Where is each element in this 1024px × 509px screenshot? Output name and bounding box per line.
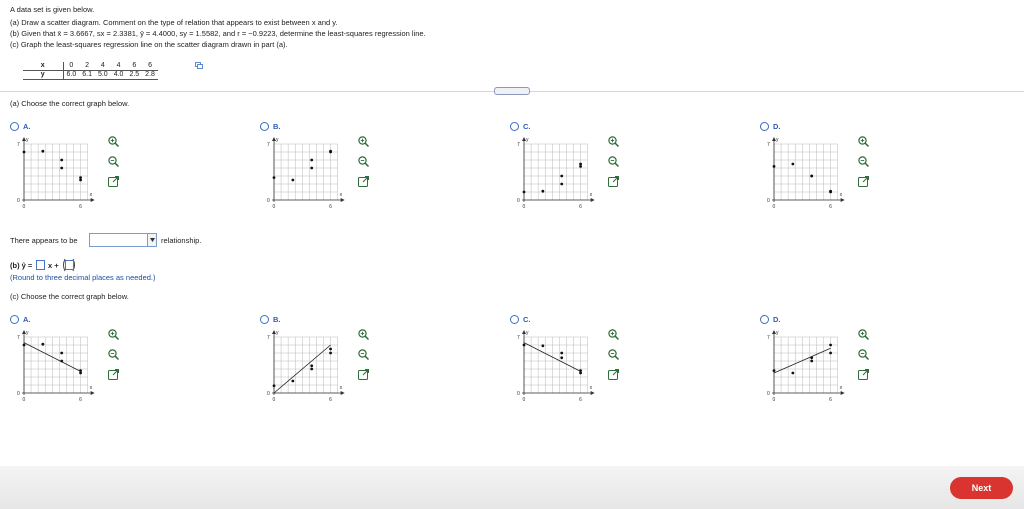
data-point — [810, 360, 813, 363]
data-point — [560, 356, 563, 359]
y-axis-label: y — [776, 137, 779, 143]
data-point — [829, 344, 832, 347]
y-max-tick-label: 7 — [267, 142, 270, 148]
data-point — [579, 369, 582, 372]
x-origin-tick-label: 0 — [272, 204, 276, 210]
x-axis-label: x — [339, 385, 343, 391]
y-max-tick-label: 7 — [517, 142, 520, 148]
data-point — [273, 384, 276, 387]
data-point — [291, 380, 294, 383]
x-origin-tick-label: 0 — [22, 397, 26, 403]
x-axis-arrow — [91, 198, 95, 202]
data-point — [773, 369, 776, 372]
origin-tick-label: 0 — [267, 391, 270, 397]
q2-option-label[interactable]: A. — [23, 315, 31, 324]
zoom-in-icon[interactable] — [357, 328, 370, 341]
y-axis-label: y — [526, 137, 529, 143]
next-button[interactable]: Next — [950, 477, 1013, 499]
zoom-out-icon[interactable] — [607, 155, 620, 168]
x-cell: 6 — [142, 62, 158, 71]
x-axis-label: x — [339, 192, 343, 198]
part-b-text: (b) Given that x̄ = 3.6667, sx = 2.3381, ȳ = 4.4000, sy = 1.5582, and r = −0.9223, determine the least-squares regression line. — [10, 29, 426, 38]
open-graph-icon[interactable] — [857, 175, 870, 188]
x-axis-arrow — [591, 198, 595, 202]
q2-option-radio[interactable] — [760, 315, 769, 324]
y-axis-label: y — [26, 330, 29, 336]
q1-option-radio[interactable] — [260, 122, 269, 131]
q1-scatter-graph[interactable] — [256, 134, 352, 216]
data-point — [79, 372, 82, 375]
x-origin-tick-label: 0 — [272, 397, 276, 403]
open-graph-icon[interactable] — [357, 368, 370, 381]
x-axis-label: x — [89, 385, 93, 391]
data-point — [523, 344, 526, 347]
relation-select[interactable] — [89, 233, 157, 247]
data-point — [791, 163, 794, 166]
data-point — [579, 372, 582, 375]
y-axis-label: y — [276, 137, 279, 143]
y-max-tick-label: 7 — [517, 335, 520, 341]
origin-tick-label: 0 — [517, 198, 520, 204]
y-axis-label: y — [26, 137, 29, 143]
zoom-out-icon[interactable] — [857, 155, 870, 168]
data-point — [791, 372, 794, 375]
q1-option-label[interactable]: D. — [773, 122, 781, 131]
origin-tick-label: 0 — [17, 198, 20, 204]
zoom-out-icon[interactable] — [107, 155, 120, 168]
y-cell: 6.1 — [79, 71, 95, 80]
x-cell: 2 — [79, 62, 95, 71]
zoom-in-icon[interactable] — [857, 135, 870, 148]
x-axis-arrow — [841, 198, 845, 202]
y-max-tick-label: 7 — [17, 142, 20, 148]
data-point — [23, 151, 26, 154]
x-origin-tick-label: 0 — [772, 204, 776, 210]
zoom-out-icon[interactable] — [357, 348, 370, 361]
y-axis-label: y — [526, 330, 529, 336]
data-point — [560, 352, 563, 355]
q2-scatter-graph[interactable] — [256, 327, 352, 409]
q1-option-label[interactable]: B. — [273, 122, 281, 131]
data-point — [273, 176, 276, 179]
data-point — [560, 183, 563, 186]
x-axis-label: x — [839, 192, 843, 198]
q1-option-radio[interactable] — [760, 122, 769, 131]
part-c-text: (c) Graph the least-squares regression line on the scatter diagram drawn in part (a). — [10, 40, 288, 49]
intercept-input[interactable] — [65, 260, 74, 270]
x-axis-label: x — [589, 385, 593, 391]
zoom-out-icon[interactable] — [607, 348, 620, 361]
q2-prompt: (c) Choose the correct graph below. — [10, 292, 129, 301]
data-point — [310, 368, 313, 371]
data-point — [41, 150, 44, 153]
q1-scatter-graph[interactable] — [506, 134, 602, 216]
data-point — [829, 352, 832, 355]
open-graph-icon[interactable] — [607, 368, 620, 381]
q1-prompt: (a) Choose the correct graph below. — [10, 99, 130, 108]
x-header: x — [23, 62, 63, 71]
data-point — [579, 165, 582, 168]
regression-x-text: x + — [48, 261, 59, 270]
x-origin-tick-label: 0 — [772, 397, 776, 403]
open-graph-icon[interactable] — [857, 368, 870, 381]
q2-scatter-graph[interactable] — [6, 327, 102, 409]
data-point — [541, 190, 544, 193]
data-point — [41, 343, 44, 346]
data-point — [541, 344, 544, 347]
x-max-tick-label: 6 — [579, 204, 582, 210]
q1-option-radio[interactable] — [510, 122, 519, 131]
x-axis-label: x — [839, 385, 843, 391]
zoom-in-icon[interactable] — [857, 328, 870, 341]
open-graph-icon[interactable] — [107, 175, 120, 188]
x-cell: 4 — [95, 62, 111, 71]
zoom-in-icon[interactable] — [107, 328, 120, 341]
y-cell: 4.0 — [111, 71, 127, 80]
y-cell: 5.0 — [95, 71, 111, 80]
rounding-note: (Round to three decimal places as needed.) — [10, 273, 156, 282]
data-table — [23, 62, 158, 80]
part-a-text: (a) Draw a scatter diagram. Comment on the type of relation that appears to exist between x and y. — [10, 18, 338, 27]
zoom-in-icon[interactable] — [357, 135, 370, 148]
data-point — [810, 175, 813, 178]
y-cell: 2.5 — [126, 71, 142, 80]
data-point — [329, 352, 332, 355]
data-point — [523, 191, 526, 194]
q1-scatter-graph[interactable] — [6, 134, 102, 216]
data-point — [60, 167, 63, 170]
data-point — [810, 356, 813, 359]
open-graph-icon[interactable] — [357, 175, 370, 188]
data-point — [291, 179, 294, 182]
y-cell: 2.8 — [142, 71, 158, 80]
q2-option-label[interactable]: B. — [273, 315, 281, 324]
open-graph-icon[interactable] — [607, 175, 620, 188]
q2-scatter-graph[interactable] — [756, 327, 852, 409]
q2-option-label[interactable]: D. — [773, 315, 781, 324]
y-max-tick-label: 7 — [767, 142, 770, 148]
origin-tick-label: 0 — [17, 391, 20, 397]
data-point — [329, 348, 332, 351]
data-point — [79, 369, 82, 372]
origin-tick-label: 0 — [767, 391, 770, 397]
q2-scatter-graph[interactable] — [506, 327, 602, 409]
origin-tick-label: 0 — [517, 391, 520, 397]
zoom-out-icon[interactable] — [107, 348, 120, 361]
y-axis-label: y — [276, 330, 279, 336]
x-cell: 6 — [126, 62, 142, 71]
data-point — [60, 360, 63, 363]
footer-bar — [0, 466, 1024, 509]
data-point — [579, 163, 582, 166]
x-max-tick-label: 6 — [829, 204, 832, 210]
chevron-down-icon[interactable] — [147, 234, 156, 246]
data-point — [79, 179, 82, 182]
data-point — [60, 159, 63, 162]
y-axis-label: y — [776, 330, 779, 336]
origin-tick-label: 0 — [767, 198, 770, 204]
x-axis-arrow — [91, 391, 95, 395]
data-point — [23, 344, 26, 347]
relation-prefix: There appears to be — [10, 236, 78, 245]
q2-option-radio[interactable] — [510, 315, 519, 324]
zoom-in-icon[interactable] — [107, 135, 120, 148]
data-point — [560, 175, 563, 178]
x-max-tick-label: 6 — [79, 204, 82, 210]
x-origin-tick-label: 0 — [522, 204, 526, 210]
y-cell: 6.0 — [63, 71, 79, 80]
y-max-tick-label: 7 — [767, 335, 770, 341]
slope-input[interactable] — [36, 260, 45, 270]
zoom-in-icon[interactable] — [607, 135, 620, 148]
zoom-out-icon[interactable] — [357, 155, 370, 168]
x-axis-arrow — [841, 391, 845, 395]
x-axis-arrow — [341, 391, 345, 395]
x-cell: 0 — [63, 62, 79, 71]
x-axis-label: x — [589, 192, 593, 198]
origin-tick-label: 0 — [267, 198, 270, 204]
data-point — [773, 165, 776, 168]
data-point — [310, 159, 313, 162]
x-axis-arrow — [591, 391, 595, 395]
x-max-tick-label: 6 — [579, 397, 582, 403]
q1-option-label[interactable]: A. — [23, 122, 31, 131]
divider-drag-handle[interactable] — [494, 87, 530, 95]
data-point — [79, 176, 82, 179]
x-cell: 4 — [111, 62, 127, 71]
x-max-tick-label: 6 — [79, 397, 82, 403]
relation-suffix: relationship. — [161, 236, 202, 245]
regression-label: (b) ŷ = — [10, 261, 33, 270]
q2-option-label[interactable]: C. — [523, 315, 531, 324]
x-max-tick-label: 6 — [829, 397, 832, 403]
data-point — [60, 352, 63, 355]
zoom-in-icon[interactable] — [607, 328, 620, 341]
x-origin-tick-label: 0 — [522, 397, 526, 403]
q1-option-radio[interactable] — [10, 122, 19, 131]
y-max-tick-label: 7 — [17, 335, 20, 341]
x-origin-tick-label: 0 — [22, 204, 26, 210]
data-point — [310, 364, 313, 367]
zoom-out-icon[interactable] — [857, 348, 870, 361]
q1-option-label[interactable]: C. — [523, 122, 531, 131]
intro-text: A data set is given below. — [10, 5, 95, 14]
x-axis-label: x — [89, 192, 93, 198]
q2-option-radio[interactable] — [260, 315, 269, 324]
x-max-tick-label: 6 — [329, 204, 332, 210]
y-max-tick-label: 7 — [267, 335, 270, 341]
q2-option-radio[interactable] — [10, 315, 19, 324]
open-graph-icon[interactable] — [107, 368, 120, 381]
copy-data-icon[interactable] — [195, 62, 203, 69]
x-axis-arrow — [341, 198, 345, 202]
x-max-tick-label: 6 — [329, 397, 332, 403]
data-point — [829, 191, 832, 194]
data-point — [310, 167, 313, 170]
y-header: y — [23, 71, 63, 80]
q1-scatter-graph[interactable] — [756, 134, 852, 216]
data-point — [329, 151, 332, 154]
